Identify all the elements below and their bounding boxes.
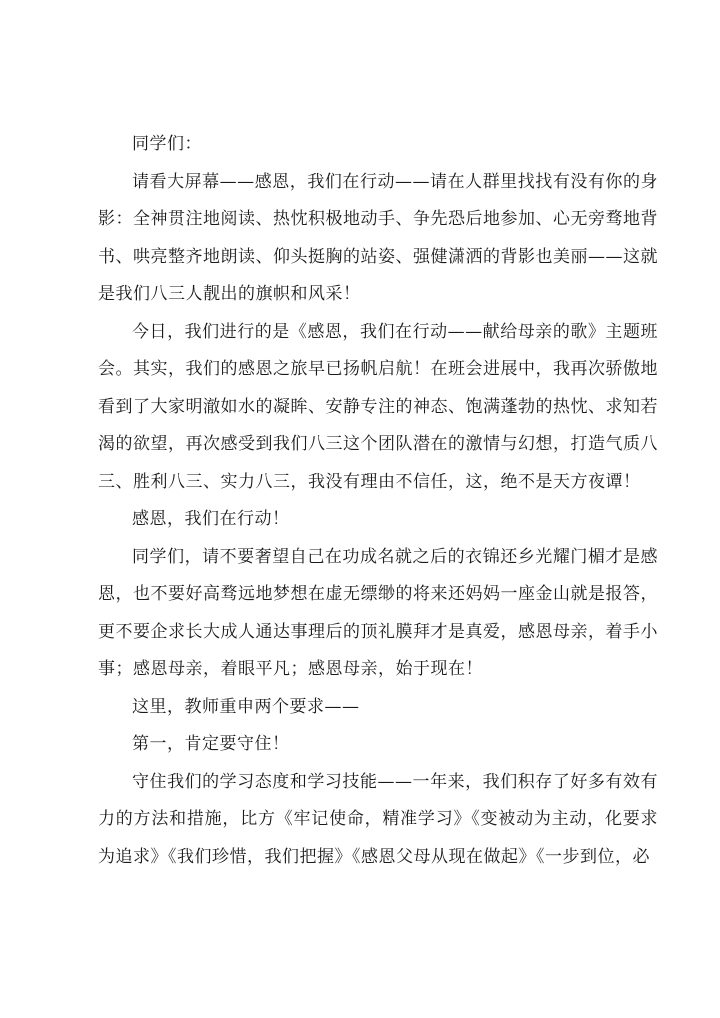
paragraph-gratitude-mother: 同学们，请不要奢望自己在功成名就之后的衣锦还乡光耀门楣才是感恩，也不要好高骛远地梦想在虚无缥缈的将来还妈妈一座金山就是报答，更不要企求长大成人通达事理后的顶礼膜拜才是真爱，感恩母亲，着手小事；感恩母亲，着眼平凡；感恩母亲，始于现在！ — [98, 546, 658, 679]
paragraph-two-requirements: 这里，教师重申两个要求—— — [132, 696, 360, 717]
document-body — [98, 126, 658, 876]
paragraph-first-requirement: 第一，肯定要守住！ — [132, 734, 290, 754]
paragraph-study-methods: 守住我们的学习态度和学习技能——一年来，我们积存了好多有效有力的方法和措施，比方《牢记使命，精准学习》《变被动为主动，化要求为追求》《我们珍惜，我们把握》《感恩父母从现在做起》《一步到位，必 — [98, 771, 658, 867]
paragraph-gratitude-action: 感恩，我们在行动！ — [132, 509, 290, 529]
paragraph-class-meeting: 今日，我们进行的是《感恩，我们在行动——献给母亲的歌》主题班会。其实，我们的感恩之旅早已扬帆启航！在班会进展中，我再次骄傲地看到了大家明澈如水的凝眸、安静专注的神态、饱满蓬勃的热忱、求知若渴的欲望，再次感受到我们八三这个团队潜在的激情与幻想，打造气质八三、胜利八三、实力八三，我没有理由不信任，这，绝不是天方夜谭！ — [98, 321, 658, 492]
paragraph-big-screen: 请看大屏幕——感恩，我们在行动——请在人群里找找有没有你的身影：全神贯注地阅读、热忱积极地动手、争先恐后地参加、心无旁骛地背书、哄亮整齐地朗读、仰头挺胸的站姿、强健潇洒的背影也美丽——这就是我们八三人靓出的旗帜和风采！ — [98, 171, 658, 304]
paragraph-greeting: 同学们： — [132, 134, 202, 154]
